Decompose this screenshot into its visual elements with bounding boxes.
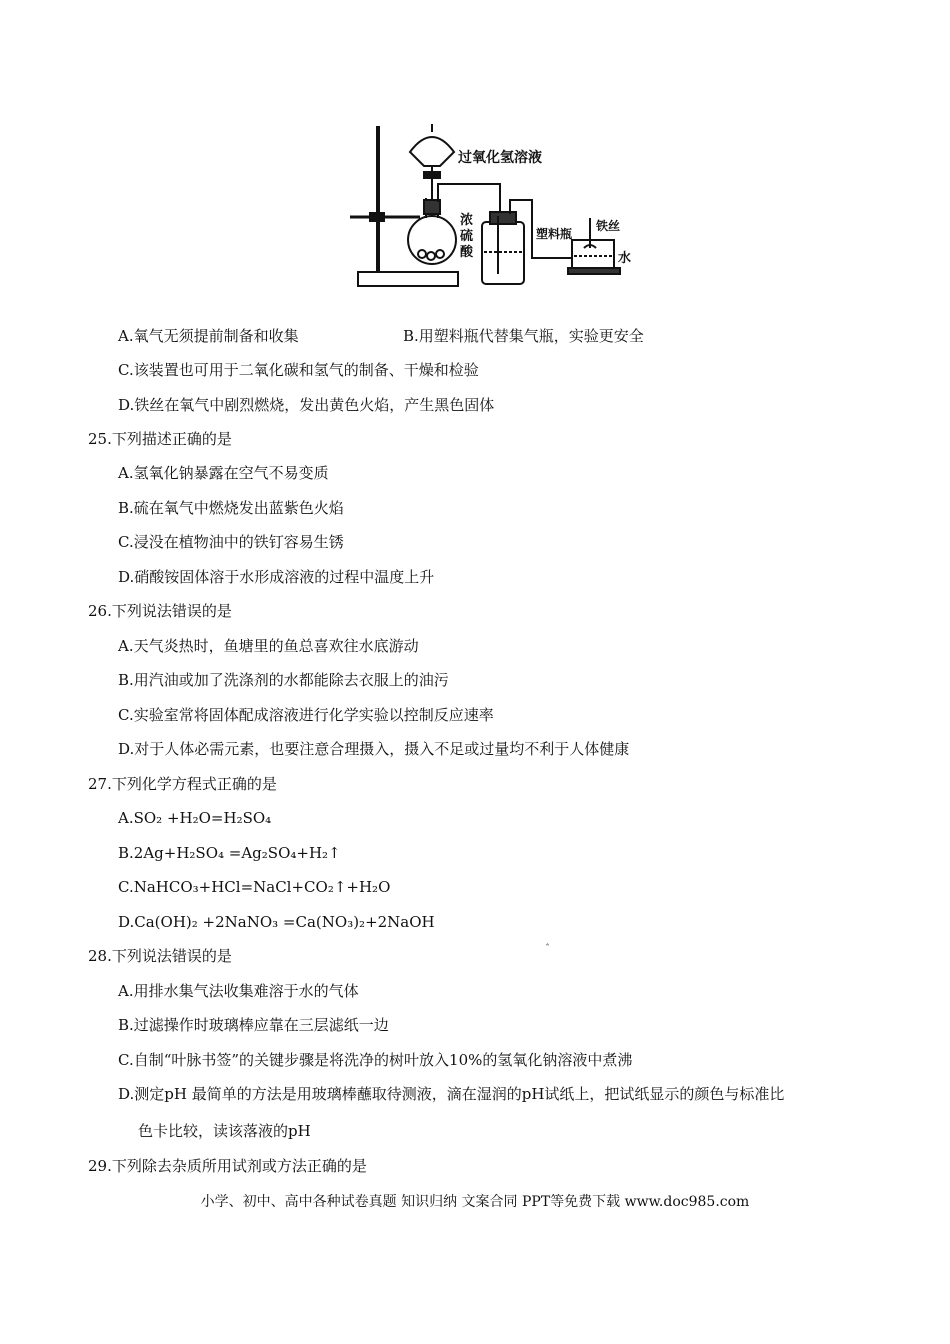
q27-stem: 27.下列化学方程式正确的是 [88,775,277,793]
q26-stem: 26.下列说法错误的是 [88,602,232,620]
q25-stem: 25.下列描述正确的是 [88,430,232,448]
q27-option-c: C.NaHCO₃+HCl=NaCl+CO₂↑+H₂O [118,878,391,896]
q27-option-a: A.SO₂ +H₂O=H₂SO₄ [118,809,272,827]
q28-option-b: B.过滤操作时玻璃棒应靠在三层滤纸一边 [118,1016,389,1034]
q27-option-d: D.Ca(OH)₂ +2NaNO₃ =Ca(NO₃)₂+2NaOH [118,913,435,931]
q26-option-d: D.对于人体必需元素，也要注意合理摄入，摄入不足或过量均不利于人体健康 [118,740,630,758]
q28-option-d-line2: 色卡比较，读该落液的pH [138,1122,311,1140]
q24-option-a: A.氧气无须提前制备和收集 [118,327,299,345]
q24-option-c: C.该装置也可用于二氧化碳和氢气的制备、干燥和检验 [118,361,479,379]
q28-option-c: C.自制“叶脉书签”的关键步骤是将洗净的树叶放入10%的氢氧化钠溶液中煮沸 [118,1051,633,1069]
q27-option-b: B.2Ag+H₂SO₄ =Ag₂SO₄+H₂↑ [118,844,341,862]
q26-option-a: A.天气炎热时，鱼塘里的鱼总喜欢往水底游动 [118,637,419,655]
q25-option-b: B.硫在氧气中燃烧发出蓝紫色火焰 [118,499,344,517]
label-peroxide: 过氧化氢溶液 [458,150,542,166]
page-footer: 小学、初中、高中各种试卷真题 知识归纳 文案合同 PPT等免费下载 www.doc985.com [200,1194,750,1210]
q25-option-d: D.硝酸铵固体溶于水形成溶液的过程中温度上升 [118,568,435,586]
q28-stem: 28.下列说法错误的是 [88,947,232,965]
q25-option-c: C.浸没在植物油中的铁钉容易生锈 [118,533,344,551]
q25-option-a: A.氢氧化钠暴露在空气不易变质 [118,464,329,482]
apparatus-diagram [340,118,640,294]
q28-option-d-line1: D.测定pH 最简单的方法是用玻璃棒蘸取待测液，滴在湿润的pH试纸上，把试纸显示的颜色与标准比 [118,1085,785,1103]
label-acid-2: 硫 [460,229,474,244]
q29-stem: 29.下列除去杂质所用试剂或方法正确的是 [88,1157,367,1175]
q26-option-b: B.用汽油或加了洗涤剂的水都能除去衣服上的油污 [118,671,449,689]
stray-caret-mark: ˆ [545,944,550,955]
label-plastic-bottle: 塑料瓶 [536,227,573,241]
label-acid-1: 浓 [460,213,474,228]
apparatus-figure [340,118,640,294]
label-water: 水 [618,251,632,266]
label-iron-wire: 铁丝 [596,219,621,233]
label-acid-3: 酸 [460,245,474,260]
q28-option-a: A.用排水集气法收集难溶于水的气体 [118,982,359,1000]
q26-option-c: C.实验室常将固体配成溶液进行化学实验以控制反应速率 [118,706,494,724]
q24-option-b: B.用塑料瓶代替集气瓶，实验更安全 [403,327,644,345]
q24-option-d: D.铁丝在氧气中剧烈燃烧，发出黄色火焰，产生黑色固体 [118,396,495,414]
